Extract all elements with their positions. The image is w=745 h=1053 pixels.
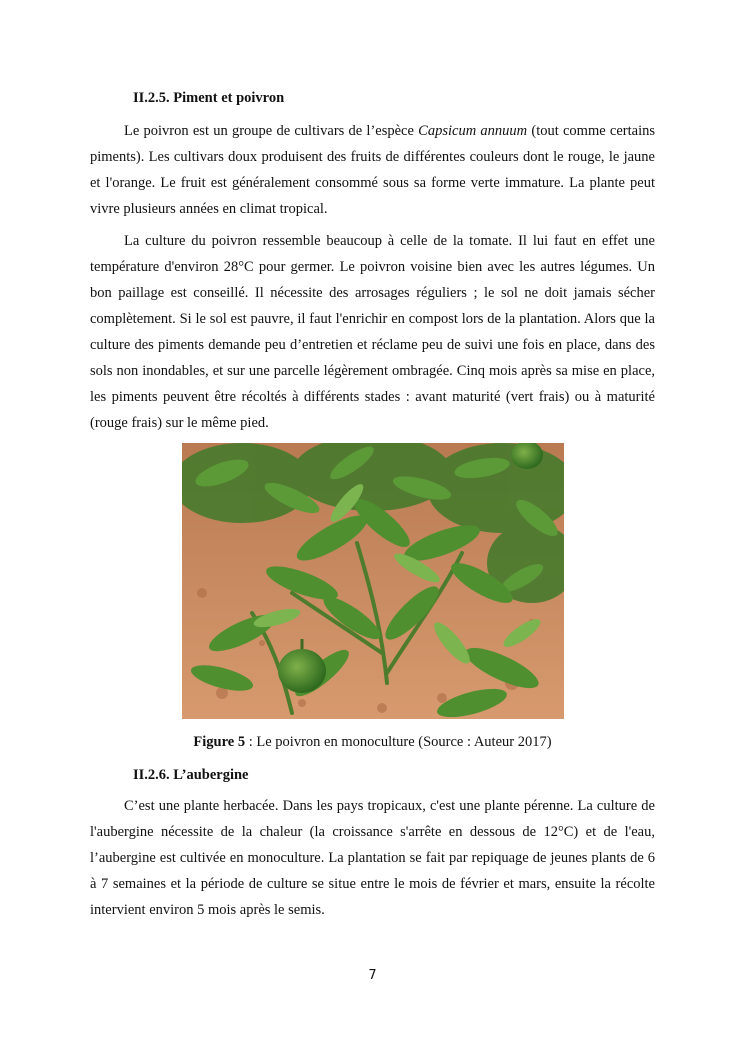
figure-label: Figure 5	[193, 734, 246, 750]
figure-pepper-photo	[182, 443, 564, 719]
section-heading-aubergine: II.2.6. L’aubergine	[133, 767, 249, 783]
page-number: 7	[368, 968, 377, 983]
paragraph-aubergine: C’est une plante herbacée. Dans les pays tropicaux, c'est une plante pérenne. La culture de l'aubergine nécessite de la chaleur (la croissance s'arrête en dessous de 12°C) et de l'eau, l’aubergine est cultivée en monoculture. La plantation se fait par repiquage de jeunes plants de 6 à 7 semaines et la période de culture se situe entre le mois de février et mars, ensuite la récolte intervient environ 5 mois après le semis.	[90, 798, 655, 918]
paragraph-poivron-intro	[90, 118, 655, 222]
section-heading-piment-poivron: II.2.5. Piment et poivron	[133, 90, 285, 106]
pepper-plants-image	[182, 443, 564, 719]
figure-caption-text: : Le poivron en monoculture (Source : Auteur 2017)	[245, 734, 552, 750]
figure-caption	[0, 733, 745, 751]
species-name: Capsicum annuum	[418, 123, 528, 139]
paragraph-poivron-culture: La culture du poivron ressemble beaucoup à celle de la tomate. Il lui faut en effet une température d'environ 28°C pour germer. Le poivron voisine bien avec les autres légumes. Un bon paillage est conseillé. Il nécessite des arrosages réguliers ; le sol ne doit jamais sécher complètement. Si le sol est pauvre, il faut l'enrichir en compost lors de la plantation. Alors que la culture des piments demande peu d’entretien et réclame peu de suivi une fois en place, dans des sols non inondables, et sur une parcelle légèrement ombragée. Cinq mois après sa mise en place, les piments peuvent être récoltés à différents stades : avant maturité (vert frais) ou à maturité (rouge frais) sur le même pied.	[90, 233, 655, 431]
paragraph-text: (tout comme certains piments). Les cultivars doux produisent des fruits de différentes couleurs dont le rouge, le jaune et l'orange. Le fruit est généralement consommé sous sa forme verte immature. La plante peut vivre plusieurs années en climat tropical.	[90, 123, 655, 217]
paragraph-text: Le poivron est un groupe de cultivars de l’espèce	[124, 123, 419, 139]
